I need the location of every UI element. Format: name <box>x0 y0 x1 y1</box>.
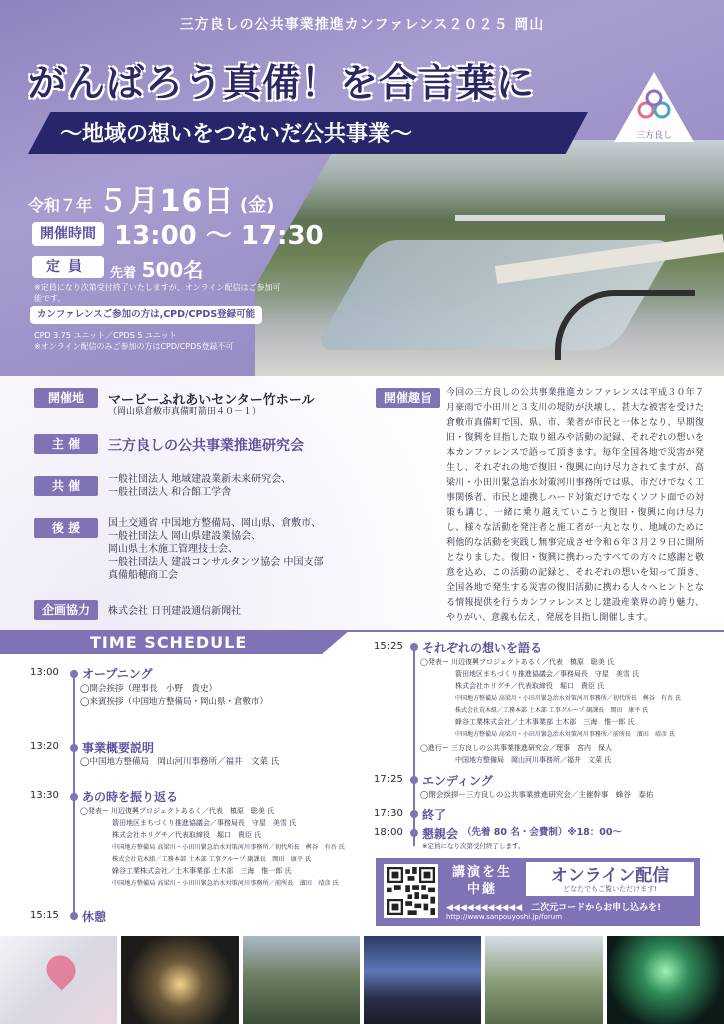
cpd-label: カンファレンスご参加の方は,CPD/CPDS登録可能 <box>30 306 262 324</box>
capacity-label: 定員 <box>32 256 104 278</box>
timeline-dot <box>70 744 78 752</box>
capacity-number: 500名 <box>141 258 204 282</box>
qr-code-icon[interactable] <box>384 864 438 918</box>
presenter-line: 中国地方整備局 高梁川・小田川緊急治水対策河川事務所／初代所長 桝谷 有吾 氏 <box>112 844 345 851</box>
moderator-line: 中国地方整備局 岡山河川事務所／福井 文菜 氏 <box>455 756 612 764</box>
capacity-value <box>110 254 203 283</box>
cpd-note: ※オンライン配信のみご参加の方はCPD/CPDS登録不可 <box>34 342 234 351</box>
supporter-item: 一般社団法人 岡山県建設業協会、 <box>108 531 262 542</box>
venue-name: マービーふれあいセンター竹ホール <box>108 393 315 408</box>
supporter-item: 岡山県土木施工管理技士会、 <box>108 544 238 555</box>
schedule-line: ◯開会挨拶（理事長 小野 貴史） <box>80 684 218 694</box>
schedule-heading: 終了 <box>422 808 447 822</box>
supporter-item: 真備船穂商工会 <box>108 570 178 581</box>
schedule-heading: エンディング <box>422 774 493 788</box>
presenter-line: 蜂谷工業株式会社／土木事業部 土木部 三海 惟一郎 氏 <box>112 867 292 875</box>
presenter-line: ◯発表ー 川辺復興プロジェクトあるく／代表 槙原 聡美 氏 <box>420 658 615 666</box>
schedule-line: ◯中国地方整備局 岡山河川事務所／福井 文菜 氏 <box>80 757 280 767</box>
main-title: がんばろう真備！を合言葉に <box>28 61 536 105</box>
schedule-heading: 事業概要説明 <box>82 741 155 755</box>
photo-lantern-sign <box>121 936 238 1024</box>
supporter-item: 国土交通省 中国地方整備局、岡山県、倉敷市、 <box>108 518 322 529</box>
timeline-dot <box>410 829 418 837</box>
presenter-line: ◯発表ー 川辺復興プロジェクトあるく／代表 槙原 聡美 氏 <box>80 807 275 815</box>
moderator-line: ◯進行ー 三方良しの公共事業推進研究会／理事 宮内 保人 <box>420 744 613 752</box>
photo-construction-site <box>485 936 602 1024</box>
schedule-heading: あの時を振り返る <box>82 790 179 804</box>
cooperation-label: 企画協力 <box>34 600 98 620</box>
cosponsor-list <box>108 473 358 499</box>
timeline-dot <box>410 810 418 818</box>
presenter-line: 株式会社荒木組／工務本部 土木部 工事グループ 副課長 岡田 康平 氏 <box>112 856 312 863</box>
timeline-dot <box>70 793 78 801</box>
cosponsor-label: 共 催 <box>34 476 98 496</box>
presenter-line: 中国地方整備局 高梁川・小田川緊急治水対策河川事務所／前所長 濱田 靖彦 氏 <box>112 880 339 887</box>
online-url-link[interactable]: http://www.sanpouyoshi.jp/forum <box>446 913 563 921</box>
schedule-time: 15:25 <box>374 641 403 652</box>
purpose-label: 開催趣旨 <box>376 388 440 408</box>
schedule-time: 17:30 <box>374 808 403 819</box>
organizer-label: 主 催 <box>34 434 98 454</box>
cpd-units: CPD 3.75 ユニット／CPDS 5 ユニット <box>34 331 177 340</box>
time-value: 13:00 ～ 17:30 <box>114 221 324 251</box>
presenter-line: 株式会社ホリグチ／代表取締役 堀口 貴臣 氏 <box>112 831 262 839</box>
schedule-heading: オープニング <box>82 667 153 681</box>
online-subtitle: どなたでもご覧いただけます! <box>563 885 657 893</box>
conference-name: 三方良しの公共事業推進カンファレンス２０２５ 岡山 <box>179 17 545 33</box>
reception-note: ※定員になり次第受付終了します。 <box>422 842 525 850</box>
photo-fireworks <box>607 936 724 1024</box>
online-apply-cta: ◀◀◀◀◀◀◀◀◀◀◀ 二次元コードからお申し込みを! <box>446 903 662 913</box>
venue-address: （岡山県倉敷市真備町箭田４０－１） <box>108 407 262 417</box>
purpose-text: 今回の三方良しの公共事業推進カンファレンスは平成３０年７月豪雨で小田川と３支川の堤防が決壊し、甚大な被害を受けた倉敷市真備町で国、県、市、業者が市民と一体となり、早期復旧・復興を目指した取り組みや活動の記録、それぞれの想いを本カンファレンスで語って頂きます。毎年全国各地で災害が発生し、それぞれの地で復旧・復興に向け尽力されてますが、高梁川・小田川緊急治水対策河川事務所では県、市だけでなく工事関係者、市民と連携しハード対策だけでなくソフト面での対策も講じ、一緒に乗り越えていこうと復旧・復興に向け尽力し、様々な活動を発注者と施工者が一丸となり、地域のために利他的な活動を実践し無事完成させ令和６年３月２９日に開所となりました。復旧・復興に携わったすべての方々に感謝と敬意を込め、この活動の記録と、それぞれの想いを知って頂き、全国各地で発生する災害の復旧活動に携わる人々へヒントとなる情報提供を行うカンファレンスとし建設産業界の誇り魅力、やりがい、意義も伝え、発展を目指し開催します。 <box>446 388 704 623</box>
schedule-line: ◯来賓挨拶（中国地方整備局・岡山県・倉敷市） <box>80 697 269 707</box>
schedule-time: 15:15 <box>30 910 59 921</box>
photo-strip <box>0 936 724 1024</box>
date-era: 令和７年 <box>28 196 93 215</box>
header-photo <box>255 140 724 376</box>
schedule-heading: 休憩 <box>82 910 107 924</box>
presenter-line: 中国地方整備局 高梁川・小田川緊急治水対策河川事務所／初代所長 桝谷 有吾 氏 <box>455 695 681 702</box>
subtitle: ～地域の想いをつないだ公共事業～ <box>60 122 413 147</box>
timeline-dot <box>70 670 78 678</box>
organizer-name: 三方良しの公共事業推進研究会 <box>108 438 304 454</box>
event-date <box>28 176 274 220</box>
cosponsor-item: 一般社団法人 和合館工学舎 <box>108 487 232 498</box>
schedule-time: 13:20 <box>30 741 59 752</box>
schedule-title: TIME SCHEDULE <box>90 633 248 652</box>
support-label: 後 援 <box>34 518 98 538</box>
presenter-line: 株式会社ホリグチ／代表取締役 堀口 貴臣 氏 <box>455 682 605 690</box>
capacity-prefix: 先着 <box>110 266 137 281</box>
schedule-heading: それぞれの想いを語る <box>422 641 543 655</box>
online-title: オンライン配信 <box>550 866 670 886</box>
venue-label: 開催地 <box>34 388 98 408</box>
capacity-note: ※定員になり次第受付終了いたしますが、オンライン配信はご参加可能です。 <box>34 283 281 303</box>
schedule-time: 13:30 <box>30 790 59 801</box>
presenter-line: 株式会社荒木組／工務本部 土木部 工事グループ 副課長 岡田 康平 氏 <box>455 707 649 714</box>
bridge-shape <box>455 215 665 221</box>
schedule-line: ◯閉会挨拶ー三方良しの公共事業推進研究会／主催幹事 蜂谷 泰佑 <box>420 790 654 799</box>
photo-ceremony-stage <box>364 936 481 1024</box>
supporter-item: 一般社団法人 建設コンサルタンツ協会 中国支部 <box>108 557 324 568</box>
presenter-line: 中国地方整備局 高梁川・小田川緊急治水対策河川事務所／前所長 濱田 靖彦 氏 <box>455 731 675 738</box>
date-weekday: (金) <box>239 195 275 216</box>
presenter-line: 箭田地区まちづくり推進協議会／事務局長 守屋 美雪 氏 <box>455 670 640 678</box>
schedule-time: 18:00 <box>374 827 403 838</box>
time-label: 開催時間 <box>32 222 104 246</box>
timeline-dot <box>70 912 78 920</box>
cosponsor-item: 一般社団法人 地域建設業新未来研究会、 <box>108 474 292 485</box>
timeline-dot <box>410 776 418 784</box>
photo-river-aerial <box>243 936 360 1024</box>
photo-heart-panels <box>0 936 117 1024</box>
logo-text: 三方良し <box>635 131 672 141</box>
cooperation-name: 株式会社 日刊建設通信新聞社 <box>108 606 242 617</box>
presenter-line: 蜂谷工業株式会社／土木事業部 土木部 三海 惟一郎 氏 <box>455 718 635 726</box>
reception-detail: （先着 80 名・会費制）※18：00～ <box>462 827 623 838</box>
presenter-line: 箭田地区まちづくり推進協議会／事務局長 守屋 美雪 氏 <box>112 819 297 827</box>
date-month-day: ５月16日 <box>97 184 235 219</box>
schedule-heading: 懇親会 <box>422 827 459 841</box>
schedule-time: 13:00 <box>30 667 59 678</box>
live-stream-label: 講演を生中継 <box>451 865 512 897</box>
supporter-list <box>108 517 358 582</box>
schedule-time: 17:25 <box>374 774 403 785</box>
timeline-dot <box>410 643 418 651</box>
